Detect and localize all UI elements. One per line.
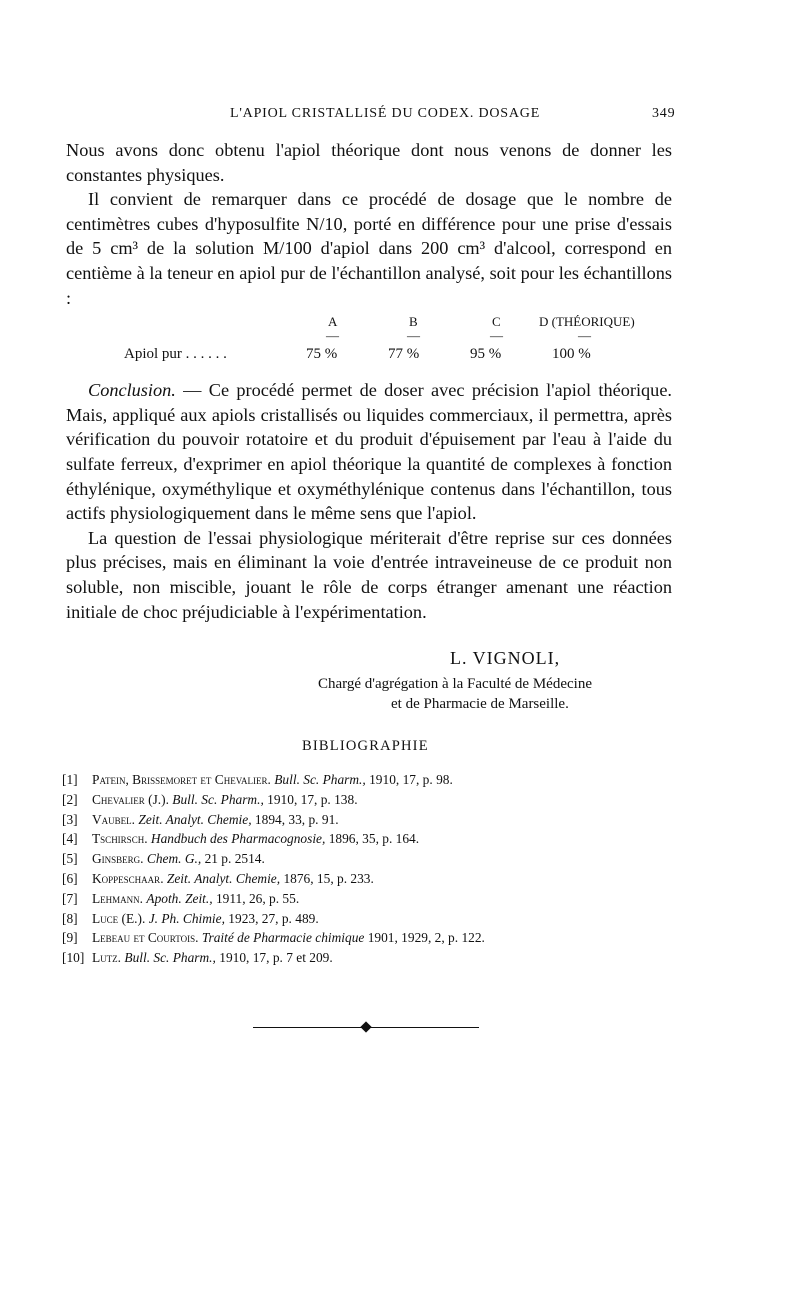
reference-source: Zeit. Analyt. Chemie,	[166, 870, 281, 886]
reference-source: Bull. Sc. Pharm.,	[124, 950, 216, 966]
reference-number: [8]	[62, 910, 78, 926]
list-item	[62, 790, 662, 810]
reference-authors: Lebeau et Courtois.	[92, 930, 199, 946]
author-affiliation-1: Chargé d'agrégation à la Faculté de Médecine	[318, 676, 592, 692]
reference-authors: Chevalier (J.).	[92, 791, 169, 807]
reference-details: 1910, 17, p. 138.	[267, 791, 358, 807]
reference-number: [6]	[62, 870, 78, 886]
list-item	[62, 810, 662, 830]
reference-details: 1894, 33, p. 91.	[254, 811, 339, 827]
reference-authors: Tschirsch.	[92, 831, 148, 847]
reference-source: Zeit. Analyt. Chemie,	[138, 811, 252, 827]
reference-authors: Vaubel.	[92, 811, 136, 827]
column-c: C	[492, 314, 501, 330]
conclusion-text: — Ce procédé permet de doser avec précision l'apiol théorique. Mais, appliqué aux apiols cristallisés ou liquides commerciaux, il permettra, après vérification du pouvoir rotatoire et du produit d'épuisement par l'eau à l'aide du sulfate ferreux, d'exprimer en apiol théorique la quantité de complexes à fonction éthylénique, oxyméthylique et oxyméthylénique contenus dans l'échantillon, tous actifs physiologiquement dans le même sens que l'apiol.	[66, 380, 672, 524]
reference-number: [5]	[62, 851, 78, 867]
reference-details: 1911, 26, p. 55.	[215, 890, 300, 906]
reference-authors: Lutz.	[92, 950, 122, 966]
column-d-dash: —	[578, 328, 591, 344]
reference-authors: Lehmann.	[92, 890, 144, 906]
reference-source: Handbuch des Pharmacognosie,	[150, 831, 326, 847]
reference-number: [7]	[62, 890, 78, 906]
reference-source: J. Ph. Chimie,	[148, 910, 225, 926]
reference-source: Bull. Sc. Pharm.,	[172, 791, 264, 807]
column-b: B	[409, 314, 418, 330]
reference-source: Traité de Pharmacie chimique	[201, 930, 365, 946]
author-name: L. VIGNOLI,	[450, 648, 561, 668]
paragraph-2: Il convient de remarquer dans ce procédé de dosage que le nombre de centimètres cubes d'hyposulfite N/10, porté en différence pour une prise d'essais de 5 cm³ de la solution M/100 d'apiol dans 200 cm³ d'alcool, correspond en centième à la teneur en apiol pur de l'échantillon analysé, soit pour les échantillons :	[66, 189, 672, 308]
list-item	[62, 829, 662, 849]
reference-authors: Ginsberg.	[92, 851, 144, 867]
running-title: L'APIOL CRISTALLISÉ DU CODEX. DOSAGE	[230, 106, 541, 121]
paragraph-4: La question de l'essai physiologique mériterait d'être reprise sur ces données plus précises, mais en éliminant la voie d'entrée intraveineuse de ce produit non soluble, non miscible, jouant le rôle de corps étranger amenant une réaction initiale de choc préjudiciable à l'expérimentation.	[66, 527, 672, 622]
reference-authors: Patein, Brissemoret et Chevalier.	[92, 772, 271, 787]
author-affiliation-2: et de Pharmacie de Marseille.	[391, 696, 569, 712]
reference-details: 1901, 1929, 2, p. 122.	[367, 930, 485, 946]
reference-source: Bull. Sc. Pharm.,	[274, 772, 366, 787]
list-item	[62, 909, 662, 929]
column-d: D (THÉORIQUE)	[539, 314, 635, 330]
paragraph-conclusion	[66, 378, 672, 526]
running-header	[0, 106, 800, 128]
row-label: Apiol pur . . . . . .	[124, 346, 227, 363]
value-d: 100 %	[552, 346, 591, 363]
reference-number: [3]	[62, 811, 78, 827]
column-a-dash: —	[326, 328, 339, 344]
reference-authors: Koppeschaar.	[92, 870, 164, 886]
table-row	[66, 338, 672, 378]
reference-number: [2]	[62, 791, 78, 807]
conclusion-label: Conclusion.	[88, 380, 176, 401]
paragraph-1: Nous avons donc obtenu l'apiol théorique dont nous venons de donner les constantes physiques.	[66, 140, 672, 185]
reference-details: 1923, 27, p. 489.	[228, 910, 319, 926]
reference-number: [1]	[62, 772, 78, 787]
table-header	[66, 314, 672, 344]
reference-details: 1876, 15, p. 233.	[283, 870, 374, 886]
reference-number: [4]	[62, 831, 78, 847]
list-item	[62, 869, 662, 889]
article-body	[66, 138, 672, 624]
column-c-dash: —	[490, 328, 503, 344]
list-item	[62, 948, 662, 968]
list-item	[62, 849, 662, 869]
reference-details: 1910, 17, p. 7 et 209.	[219, 950, 333, 966]
list-item	[62, 928, 662, 948]
reference-number: [10]	[62, 950, 85, 966]
diamond-ornament-icon	[360, 1021, 371, 1032]
reference-details: 1910, 17, p. 98.	[369, 772, 453, 787]
reference-details: 1896, 35, p. 164.	[328, 831, 420, 847]
list-item	[62, 770, 662, 790]
column-a: A	[328, 314, 338, 330]
list-item	[62, 889, 662, 909]
reference-number: [9]	[62, 930, 78, 946]
value-c: 95 %	[470, 346, 502, 363]
reference-authors: Luce (E.).	[92, 910, 146, 926]
bibliography-title: BIBLIOGRAPHIE	[302, 738, 429, 754]
reference-source: Chem. G.,	[146, 851, 202, 867]
reference-details: 21 p. 2514.	[204, 851, 265, 867]
reference-source: Apoth. Zeit.,	[146, 890, 213, 906]
page-number: 349	[652, 106, 676, 121]
bibliography-list	[62, 770, 662, 968]
value-b: 77 %	[388, 346, 420, 363]
value-a: 75 %	[306, 346, 338, 363]
column-b-dash: —	[407, 328, 420, 344]
